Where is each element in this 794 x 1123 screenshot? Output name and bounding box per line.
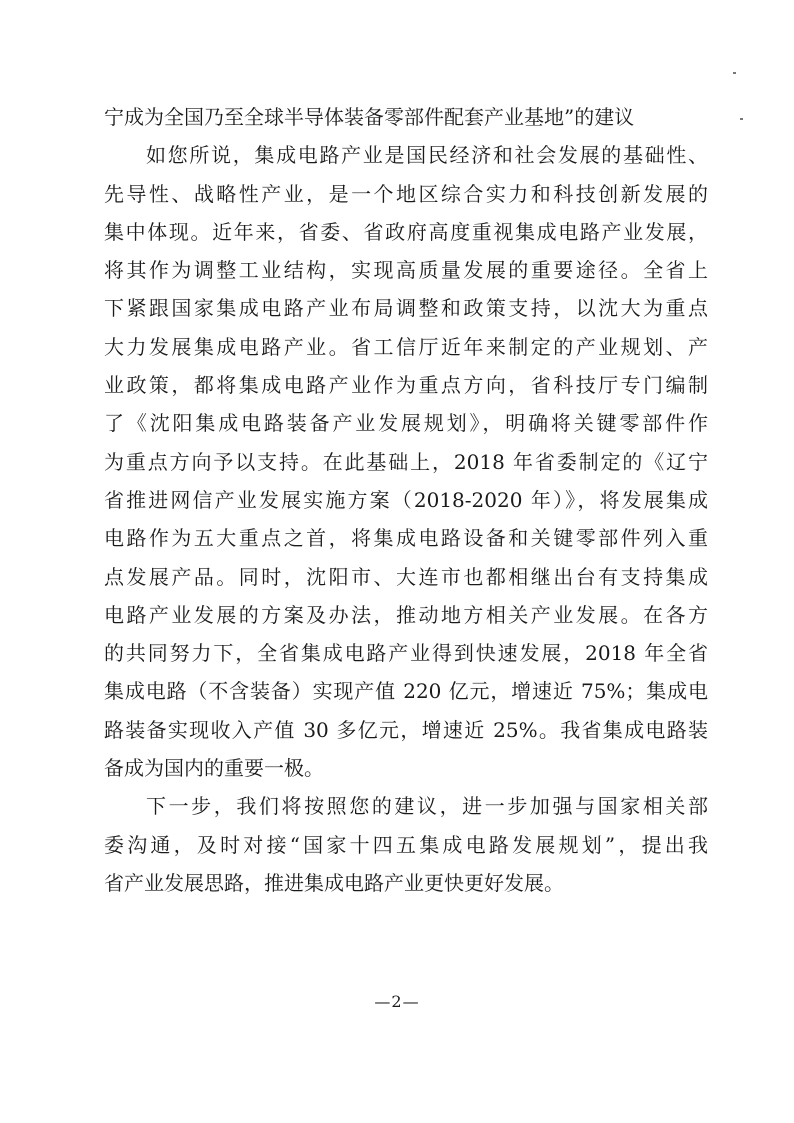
text-line: 将其作为调整工业结构，实现高质量发展的重要途径。全省上 (104, 258, 708, 283)
text-line: 为重点方向予以支持。在此基础上，2018 年省委制定的《辽宁 (104, 449, 708, 474)
text-line: 点发展产品。同时，沈阳市、大连市也都相继出台有支持集成 (104, 564, 708, 589)
text-line: 集成电路（不含装备）实现产值 220 亿元，增速近 75%；集成电 (104, 679, 708, 704)
document-body (104, 98, 708, 902)
text-line: 省产业发展思路，推进集成电路产业更快更好发展。 (104, 870, 564, 895)
text-line: 委沟通，及时对接“国家十四五集成电路发展规划”，提出我 (104, 832, 708, 857)
text-line: 下一步，我们将按照您的建议，进一步加强与国家相关部 (146, 794, 708, 819)
page-number: —2— (374, 992, 420, 1011)
text-line: 先导性、战略性产业，是一个地区综合实力和科技创新发展的 (104, 181, 708, 206)
text-line: 的共同努力下，全省集成电路产业得到快速发展，2018 年全省 (104, 641, 708, 666)
scan-speck (733, 72, 736, 74)
text-line: 业政策，都将集成电路产业作为重点方向，省科技厅专门编制 (104, 373, 708, 398)
scan-speck (740, 118, 743, 120)
text-line: 省推进网信产业发展实施方案（2018-2020 年）》，将发展集成 (104, 487, 708, 512)
text-line: 大力发展集成电路产业。省工信厅近年来制定的产业规划、产 (104, 334, 708, 359)
text-line: 电路产业发展的方案及办法，推动地方相关产业发展。在各方 (104, 602, 708, 627)
text-line: 备成为国内的重要一极。 (104, 756, 324, 781)
text-line: 路装备实现收入产值 30 多亿元，增速近 25%。我省集成电路装 (104, 717, 708, 742)
text-line: 如您所说，集成电路产业是国民经济和社会发展的基础性、 (146, 143, 708, 168)
text-line: 下紧跟国家集成电路产业布局调整和政策支持，以沈大为重点 (104, 296, 708, 321)
text-line: 集中体现。近年来，省委、省政府高度重视集成电路产业发展， (104, 219, 708, 244)
text-line: 了《沈阳集成电路装备产业发展规划》，明确将关键零部件作 (104, 411, 708, 436)
text-line: 电路作为五大重点之首，将集成电路设备和关键零部件列入重 (104, 526, 708, 551)
text-line: 宁成为全国乃至全球半导体装备零部件配套产业基地”的建议 (104, 105, 635, 129)
